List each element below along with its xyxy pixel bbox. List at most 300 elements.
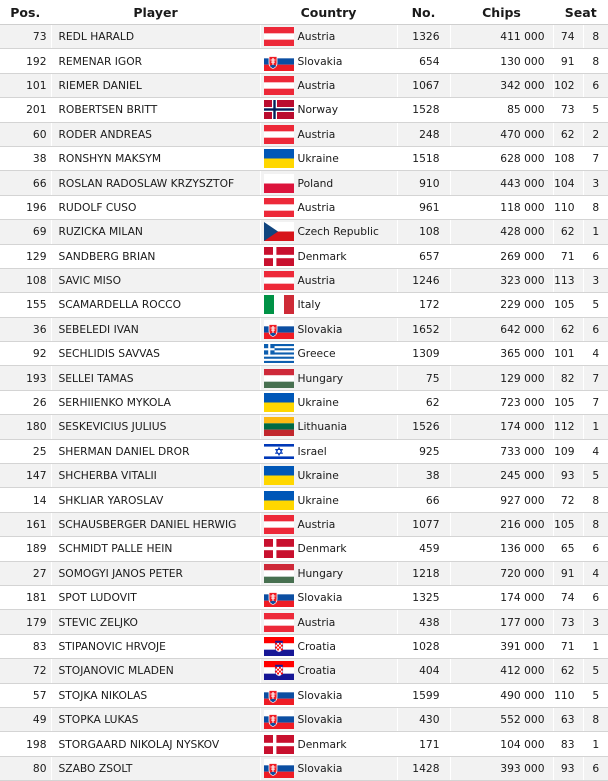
seat-cell: 6 bbox=[583, 244, 608, 268]
chips-cell: 927 000 bbox=[450, 488, 553, 512]
chips-cell: 723 000 bbox=[450, 390, 553, 414]
seat-cell: 1 bbox=[583, 634, 608, 658]
player-cell: SAVIC MISO bbox=[51, 268, 260, 292]
slovakia-flag-icon bbox=[264, 588, 294, 607]
slovakia-flag-icon bbox=[264, 710, 294, 729]
table-row bbox=[0, 390, 608, 414]
country-cell bbox=[260, 390, 397, 414]
table-row bbox=[0, 756, 608, 780]
country-name: Austria bbox=[297, 127, 336, 141]
country-cell bbox=[260, 342, 397, 366]
chips-cell: 269 000 bbox=[450, 244, 553, 268]
country-name: Lithuania bbox=[297, 420, 348, 434]
table-row bbox=[0, 195, 608, 219]
country-name: Slovakia bbox=[297, 688, 343, 702]
player-number-cell: 1326 bbox=[397, 25, 450, 49]
table-row bbox=[0, 49, 608, 73]
player-number-cell: 438 bbox=[397, 610, 450, 634]
chips-cell: 177 000 bbox=[450, 610, 553, 634]
player-number-cell: 925 bbox=[397, 439, 450, 463]
pos-cell: 181 bbox=[0, 585, 51, 609]
chips-cell: 443 000 bbox=[450, 171, 553, 195]
table-number-cell: 105 bbox=[553, 390, 583, 414]
chips-cell: 393 000 bbox=[450, 756, 553, 780]
croatia-flag-icon bbox=[264, 637, 294, 656]
player-number-cell: 1325 bbox=[397, 585, 450, 609]
croatia-flag-icon bbox=[264, 661, 294, 680]
seat-cell: 3 bbox=[583, 268, 608, 292]
pos-cell: 60 bbox=[0, 122, 51, 146]
country-cell bbox=[260, 537, 397, 561]
pos-cell: 69 bbox=[0, 220, 51, 244]
chips-cell: 490 000 bbox=[450, 683, 553, 707]
table-number-cell: 63 bbox=[553, 707, 583, 731]
country-name: Denmark bbox=[297, 737, 347, 751]
country-name: Austria bbox=[297, 615, 336, 629]
table-number-cell: 82 bbox=[553, 366, 583, 390]
italy-flag-icon bbox=[264, 295, 294, 314]
table-row bbox=[0, 488, 608, 512]
table-row bbox=[0, 244, 608, 268]
table-number-cell: 73 bbox=[553, 610, 583, 634]
country-name: Croatia bbox=[297, 639, 336, 653]
country-name: Greece bbox=[297, 347, 336, 361]
table-row bbox=[0, 634, 608, 658]
austria-flag-icon bbox=[264, 27, 294, 46]
seat-cell: 7 bbox=[583, 366, 608, 390]
seat-cell: 5 bbox=[583, 659, 608, 683]
pos-cell: 155 bbox=[0, 293, 51, 317]
country-name: Denmark bbox=[297, 249, 347, 263]
seat-cell: 8 bbox=[583, 25, 608, 49]
player-number-cell: 404 bbox=[397, 659, 450, 683]
player-cell: STIPANOVIC HRVOJE bbox=[51, 634, 260, 658]
pos-cell: 57 bbox=[0, 683, 51, 707]
seat-cell: 1 bbox=[583, 415, 608, 439]
country-cell bbox=[260, 610, 397, 634]
country-name: Slovakia bbox=[297, 54, 343, 68]
chips-cell: 216 000 bbox=[450, 512, 553, 536]
player-cell: ROSLAN RADOSLAW KRZYSZTOF bbox=[51, 171, 260, 195]
poland-flag-icon bbox=[264, 174, 294, 193]
israel-flag-icon bbox=[264, 442, 294, 461]
country-cell bbox=[260, 220, 397, 244]
player-cell: SELLEI TAMAS bbox=[51, 366, 260, 390]
player-cell: SEBELEDI IVAN bbox=[51, 317, 260, 341]
seat-cell: 5 bbox=[583, 293, 608, 317]
player-cell: SESKEVICIUS JULIUS bbox=[51, 415, 260, 439]
seat-cell: 4 bbox=[583, 439, 608, 463]
table-number-cell: 73 bbox=[553, 98, 583, 122]
table-row bbox=[0, 415, 608, 439]
player-cell: SERHIIENKO MYKOLA bbox=[51, 390, 260, 414]
seat-cell: 8 bbox=[583, 707, 608, 731]
header-pos: Pos. bbox=[0, 0, 51, 25]
pos-cell: 147 bbox=[0, 464, 51, 488]
table-row bbox=[0, 732, 608, 756]
country-cell bbox=[260, 98, 397, 122]
player-cell: SANDBERG BRIAN bbox=[51, 244, 260, 268]
table-number-cell: 110 bbox=[553, 683, 583, 707]
pos-cell: 26 bbox=[0, 390, 51, 414]
pos-cell: 27 bbox=[0, 561, 51, 585]
hungary-flag-icon bbox=[264, 564, 294, 583]
chips-cell: 245 000 bbox=[450, 464, 553, 488]
player-number-cell: 1077 bbox=[397, 512, 450, 536]
seat-cell: 6 bbox=[583, 585, 608, 609]
country-cell bbox=[260, 439, 397, 463]
seat-cell: 2 bbox=[583, 122, 608, 146]
country-cell bbox=[260, 268, 397, 292]
seat-cell: 8 bbox=[583, 195, 608, 219]
table-number-cell: 91 bbox=[553, 561, 583, 585]
player-number-cell: 38 bbox=[397, 464, 450, 488]
player-cell: SPOT LUDOVIT bbox=[51, 585, 260, 609]
table-number-cell: 83 bbox=[553, 732, 583, 756]
pos-cell: 14 bbox=[0, 488, 51, 512]
country-cell bbox=[260, 585, 397, 609]
seat-cell: 6 bbox=[583, 73, 608, 97]
table-number-cell: 104 bbox=[553, 171, 583, 195]
table-number-cell: 62 bbox=[553, 220, 583, 244]
table-number-cell: 101 bbox=[553, 342, 583, 366]
pos-cell: 108 bbox=[0, 268, 51, 292]
country-cell bbox=[260, 73, 397, 97]
player-number-cell: 171 bbox=[397, 732, 450, 756]
table-row bbox=[0, 73, 608, 97]
pos-cell: 49 bbox=[0, 707, 51, 731]
player-cell: REDL HARALD bbox=[51, 25, 260, 49]
seat-cell: 6 bbox=[583, 317, 608, 341]
table-number-cell: 62 bbox=[553, 659, 583, 683]
pos-cell: 198 bbox=[0, 732, 51, 756]
seat-cell: 1 bbox=[583, 220, 608, 244]
table-number-cell: 71 bbox=[553, 244, 583, 268]
country-cell bbox=[260, 317, 397, 341]
player-number-cell: 1652 bbox=[397, 317, 450, 341]
player-number-cell: 1246 bbox=[397, 268, 450, 292]
table-row bbox=[0, 610, 608, 634]
pos-cell: 179 bbox=[0, 610, 51, 634]
ukraine-flag-icon bbox=[264, 149, 294, 168]
chips-cell: 733 000 bbox=[450, 439, 553, 463]
seat-cell: 8 bbox=[583, 488, 608, 512]
country-cell bbox=[260, 707, 397, 731]
chips-cell: 323 000 bbox=[450, 268, 553, 292]
player-cell: SCAMARDELLA ROCCO bbox=[51, 293, 260, 317]
country-name: Slovakia bbox=[297, 322, 343, 336]
header-player: Player bbox=[51, 0, 260, 25]
player-cell: RONSHYN MAKSYM bbox=[51, 146, 260, 170]
table-row bbox=[0, 707, 608, 731]
seat-cell: 6 bbox=[583, 756, 608, 780]
table-row bbox=[0, 512, 608, 536]
player-number-cell: 1028 bbox=[397, 634, 450, 658]
country-cell bbox=[260, 146, 397, 170]
player-cell: STEVIC ZELJKO bbox=[51, 610, 260, 634]
country-cell bbox=[260, 464, 397, 488]
country-name: Ukraine bbox=[297, 152, 339, 166]
player-number-cell: 459 bbox=[397, 537, 450, 561]
player-cell: STOJANOVIC MLADEN bbox=[51, 659, 260, 683]
table-row bbox=[0, 366, 608, 390]
player-cell: ROBERTSEN BRITT bbox=[51, 98, 260, 122]
player-number-cell: 654 bbox=[397, 49, 450, 73]
chips-cell: 136 000 bbox=[450, 537, 553, 561]
table-number-cell: 112 bbox=[553, 415, 583, 439]
table-row bbox=[0, 25, 608, 49]
table-number-cell: 108 bbox=[553, 146, 583, 170]
player-cell: SOMOGYI JANOS PETER bbox=[51, 561, 260, 585]
pos-cell: 25 bbox=[0, 439, 51, 463]
player-cell: SCHMIDT PALLE HEIN bbox=[51, 537, 260, 561]
country-name: Italy bbox=[297, 298, 321, 312]
player-cell: SHKLIAR YAROSLAV bbox=[51, 488, 260, 512]
chips-cell: 342 000 bbox=[450, 73, 553, 97]
slovakia-flag-icon bbox=[264, 320, 294, 339]
country-name: Slovakia bbox=[297, 761, 343, 775]
seat-cell: 4 bbox=[583, 561, 608, 585]
pos-cell: 189 bbox=[0, 537, 51, 561]
country-name: Ukraine bbox=[297, 469, 339, 483]
country-name: Hungary bbox=[297, 371, 344, 385]
player-number-cell: 66 bbox=[397, 488, 450, 512]
country-name: Austria bbox=[297, 518, 336, 531]
table-number-cell: 62 bbox=[553, 317, 583, 341]
country-cell bbox=[260, 634, 397, 658]
austria-flag-icon bbox=[264, 76, 294, 95]
pos-cell: 193 bbox=[0, 366, 51, 390]
header-seat: Seat bbox=[553, 0, 608, 25]
country-name: Croatia bbox=[297, 664, 336, 678]
chips-cell: 391 000 bbox=[450, 634, 553, 658]
austria-flag-icon bbox=[264, 515, 294, 534]
player-number-cell: 1526 bbox=[397, 415, 450, 439]
country-name: Ukraine bbox=[297, 396, 339, 410]
player-number-cell: 1528 bbox=[397, 98, 450, 122]
seat-cell: 8 bbox=[583, 49, 608, 73]
seat-cell: 4 bbox=[583, 342, 608, 366]
seat-cell: 8 bbox=[583, 512, 608, 536]
pos-cell: 92 bbox=[0, 342, 51, 366]
table-row bbox=[0, 683, 608, 707]
pos-cell: 129 bbox=[0, 244, 51, 268]
player-cell: REMENAR IGOR bbox=[51, 49, 260, 73]
header-chips: Chips bbox=[450, 0, 553, 25]
table-row bbox=[0, 659, 608, 683]
country-cell bbox=[260, 756, 397, 780]
player-number-cell: 1309 bbox=[397, 342, 450, 366]
table-row bbox=[0, 293, 608, 317]
country-name: Austria bbox=[297, 30, 336, 44]
country-cell bbox=[260, 659, 397, 683]
chips-cell: 174 000 bbox=[450, 415, 553, 439]
ukraine-flag-icon bbox=[264, 466, 294, 485]
country-cell bbox=[260, 415, 397, 439]
table-row bbox=[0, 122, 608, 146]
country-cell bbox=[260, 366, 397, 390]
seat-cell: 6 bbox=[583, 537, 608, 561]
pos-cell: 201 bbox=[0, 98, 51, 122]
ukraine-flag-icon bbox=[264, 393, 294, 412]
country-cell bbox=[260, 683, 397, 707]
pos-cell: 83 bbox=[0, 634, 51, 658]
player-cell: RUZICKA MILAN bbox=[51, 220, 260, 244]
country-cell bbox=[260, 488, 397, 512]
country-cell bbox=[260, 732, 397, 756]
player-cell: SHERMAN DANIEL DROR bbox=[51, 439, 260, 463]
pos-cell: 180 bbox=[0, 415, 51, 439]
player-cell: STOJKA NIKOLAS bbox=[51, 683, 260, 707]
chips-cell: 428 000 bbox=[450, 220, 553, 244]
ukraine-flag-icon bbox=[264, 491, 294, 510]
seat-cell: 5 bbox=[583, 464, 608, 488]
table-number-cell: 110 bbox=[553, 195, 583, 219]
austria-flag-icon bbox=[264, 271, 294, 290]
seat-cell: 3 bbox=[583, 610, 608, 634]
player-number-cell: 430 bbox=[397, 707, 450, 731]
table-number-cell: 74 bbox=[553, 25, 583, 49]
country-name: Israel bbox=[297, 444, 327, 458]
table-row bbox=[0, 561, 608, 585]
table-row bbox=[0, 268, 608, 292]
chips-cell: 552 000 bbox=[450, 707, 553, 731]
table-row bbox=[0, 220, 608, 244]
player-number-cell: 1218 bbox=[397, 561, 450, 585]
table-row bbox=[0, 464, 608, 488]
country-name: Poland bbox=[297, 176, 334, 190]
player-number-cell: 961 bbox=[397, 195, 450, 219]
denmark-flag-icon bbox=[264, 539, 294, 558]
header-country: Country bbox=[260, 0, 397, 25]
player-number-cell: 910 bbox=[397, 171, 450, 195]
table-number-cell: 102 bbox=[553, 73, 583, 97]
country-name: Austria bbox=[297, 274, 336, 288]
player-number-cell: 75 bbox=[397, 366, 450, 390]
player-cell: SHCHERBA VITALII bbox=[51, 464, 260, 488]
pos-cell: 80 bbox=[0, 756, 51, 780]
table-number-cell: 71 bbox=[553, 634, 583, 658]
seat-cell: 5 bbox=[583, 683, 608, 707]
chips-cell: 628 000 bbox=[450, 146, 553, 170]
country-cell bbox=[260, 293, 397, 317]
pos-cell: 38 bbox=[0, 146, 51, 170]
table-row bbox=[0, 537, 608, 561]
chips-cell: 412 000 bbox=[450, 659, 553, 683]
player-number-cell: 1067 bbox=[397, 73, 450, 97]
country-name: Ukraine bbox=[297, 493, 339, 507]
player-number-cell: 1428 bbox=[397, 756, 450, 780]
austria-flag-icon bbox=[264, 198, 294, 217]
country-name: Austria bbox=[297, 200, 336, 214]
player-number-cell: 62 bbox=[397, 390, 450, 414]
header-no: No. bbox=[397, 0, 450, 25]
table-number-cell: 62 bbox=[553, 122, 583, 146]
table-number-cell: 93 bbox=[553, 464, 583, 488]
austria-flag-icon bbox=[264, 125, 294, 144]
player-number-cell: 108 bbox=[397, 220, 450, 244]
table-number-cell: 65 bbox=[553, 537, 583, 561]
chips-cell: 411 000 bbox=[450, 25, 553, 49]
slovakia-flag-icon bbox=[264, 686, 294, 705]
player-cell: SCHAUSBERGER DANIEL HERWIG bbox=[51, 512, 260, 536]
country-name: Slovakia bbox=[297, 713, 343, 727]
player-number-cell: 1599 bbox=[397, 683, 450, 707]
table-number-cell: 91 bbox=[553, 49, 583, 73]
denmark-flag-icon bbox=[264, 247, 294, 266]
pos-cell: 66 bbox=[0, 171, 51, 195]
chips-cell: 229 000 bbox=[450, 293, 553, 317]
chips-cell: 118 000 bbox=[450, 195, 553, 219]
country-cell bbox=[260, 122, 397, 146]
table-row bbox=[0, 146, 608, 170]
country-cell bbox=[260, 244, 397, 268]
lithuania-flag-icon bbox=[264, 417, 294, 436]
player-cell: SECHLIDIS SAVVAS bbox=[51, 342, 260, 366]
seat-cell: 5 bbox=[583, 98, 608, 122]
country-name: Slovakia bbox=[297, 591, 343, 605]
greece-flag-icon bbox=[264, 344, 294, 363]
chips-cell: 174 000 bbox=[450, 585, 553, 609]
player-number-cell: 172 bbox=[397, 293, 450, 317]
table-number-cell: 105 bbox=[553, 512, 583, 536]
hungary-flag-icon bbox=[264, 369, 294, 388]
player-cell: RUDOLF CUSO bbox=[51, 195, 260, 219]
country-name: Austria bbox=[297, 78, 336, 92]
country-cell bbox=[260, 195, 397, 219]
country-name: Hungary bbox=[297, 566, 344, 580]
table-row bbox=[0, 317, 608, 341]
table-row bbox=[0, 171, 608, 195]
seat-cell: 3 bbox=[583, 171, 608, 195]
player-cell: RIEMER DANIEL bbox=[51, 73, 260, 97]
pos-cell: 196 bbox=[0, 195, 51, 219]
country-cell bbox=[260, 561, 397, 585]
table-number-cell: 72 bbox=[553, 488, 583, 512]
pos-cell: 101 bbox=[0, 73, 51, 97]
player-number-cell: 1518 bbox=[397, 146, 450, 170]
slovakia-flag-icon bbox=[264, 759, 294, 778]
chips-cell: 129 000 bbox=[450, 366, 553, 390]
table-row bbox=[0, 342, 608, 366]
table-number-cell: 105 bbox=[553, 293, 583, 317]
chips-cell: 130 000 bbox=[450, 49, 553, 73]
pos-cell: 192 bbox=[0, 49, 51, 73]
player-number-cell: 248 bbox=[397, 122, 450, 146]
table-number-cell: 113 bbox=[553, 268, 583, 292]
country-cell bbox=[260, 171, 397, 195]
pos-cell: 161 bbox=[0, 512, 51, 536]
table-number-cell: 74 bbox=[553, 585, 583, 609]
country-cell bbox=[260, 25, 397, 49]
header-row bbox=[0, 0, 608, 25]
norway-flag-icon bbox=[264, 100, 294, 119]
czech-flag-icon bbox=[264, 222, 294, 241]
table-number-cell: 93 bbox=[553, 756, 583, 780]
chips-cell: 85 000 bbox=[450, 98, 553, 122]
table-number-cell: 109 bbox=[553, 439, 583, 463]
table-row bbox=[0, 98, 608, 122]
country-name: Norway bbox=[297, 103, 339, 117]
seat-cell: 7 bbox=[583, 146, 608, 170]
player-number-cell: 657 bbox=[397, 244, 450, 268]
country-cell bbox=[260, 512, 397, 536]
player-cell: STOPKA LUKAS bbox=[51, 707, 260, 731]
seat-cell: 1 bbox=[583, 732, 608, 756]
chips-cell: 642 000 bbox=[450, 317, 553, 341]
country-cell bbox=[260, 49, 397, 73]
pos-cell: 36 bbox=[0, 317, 51, 341]
